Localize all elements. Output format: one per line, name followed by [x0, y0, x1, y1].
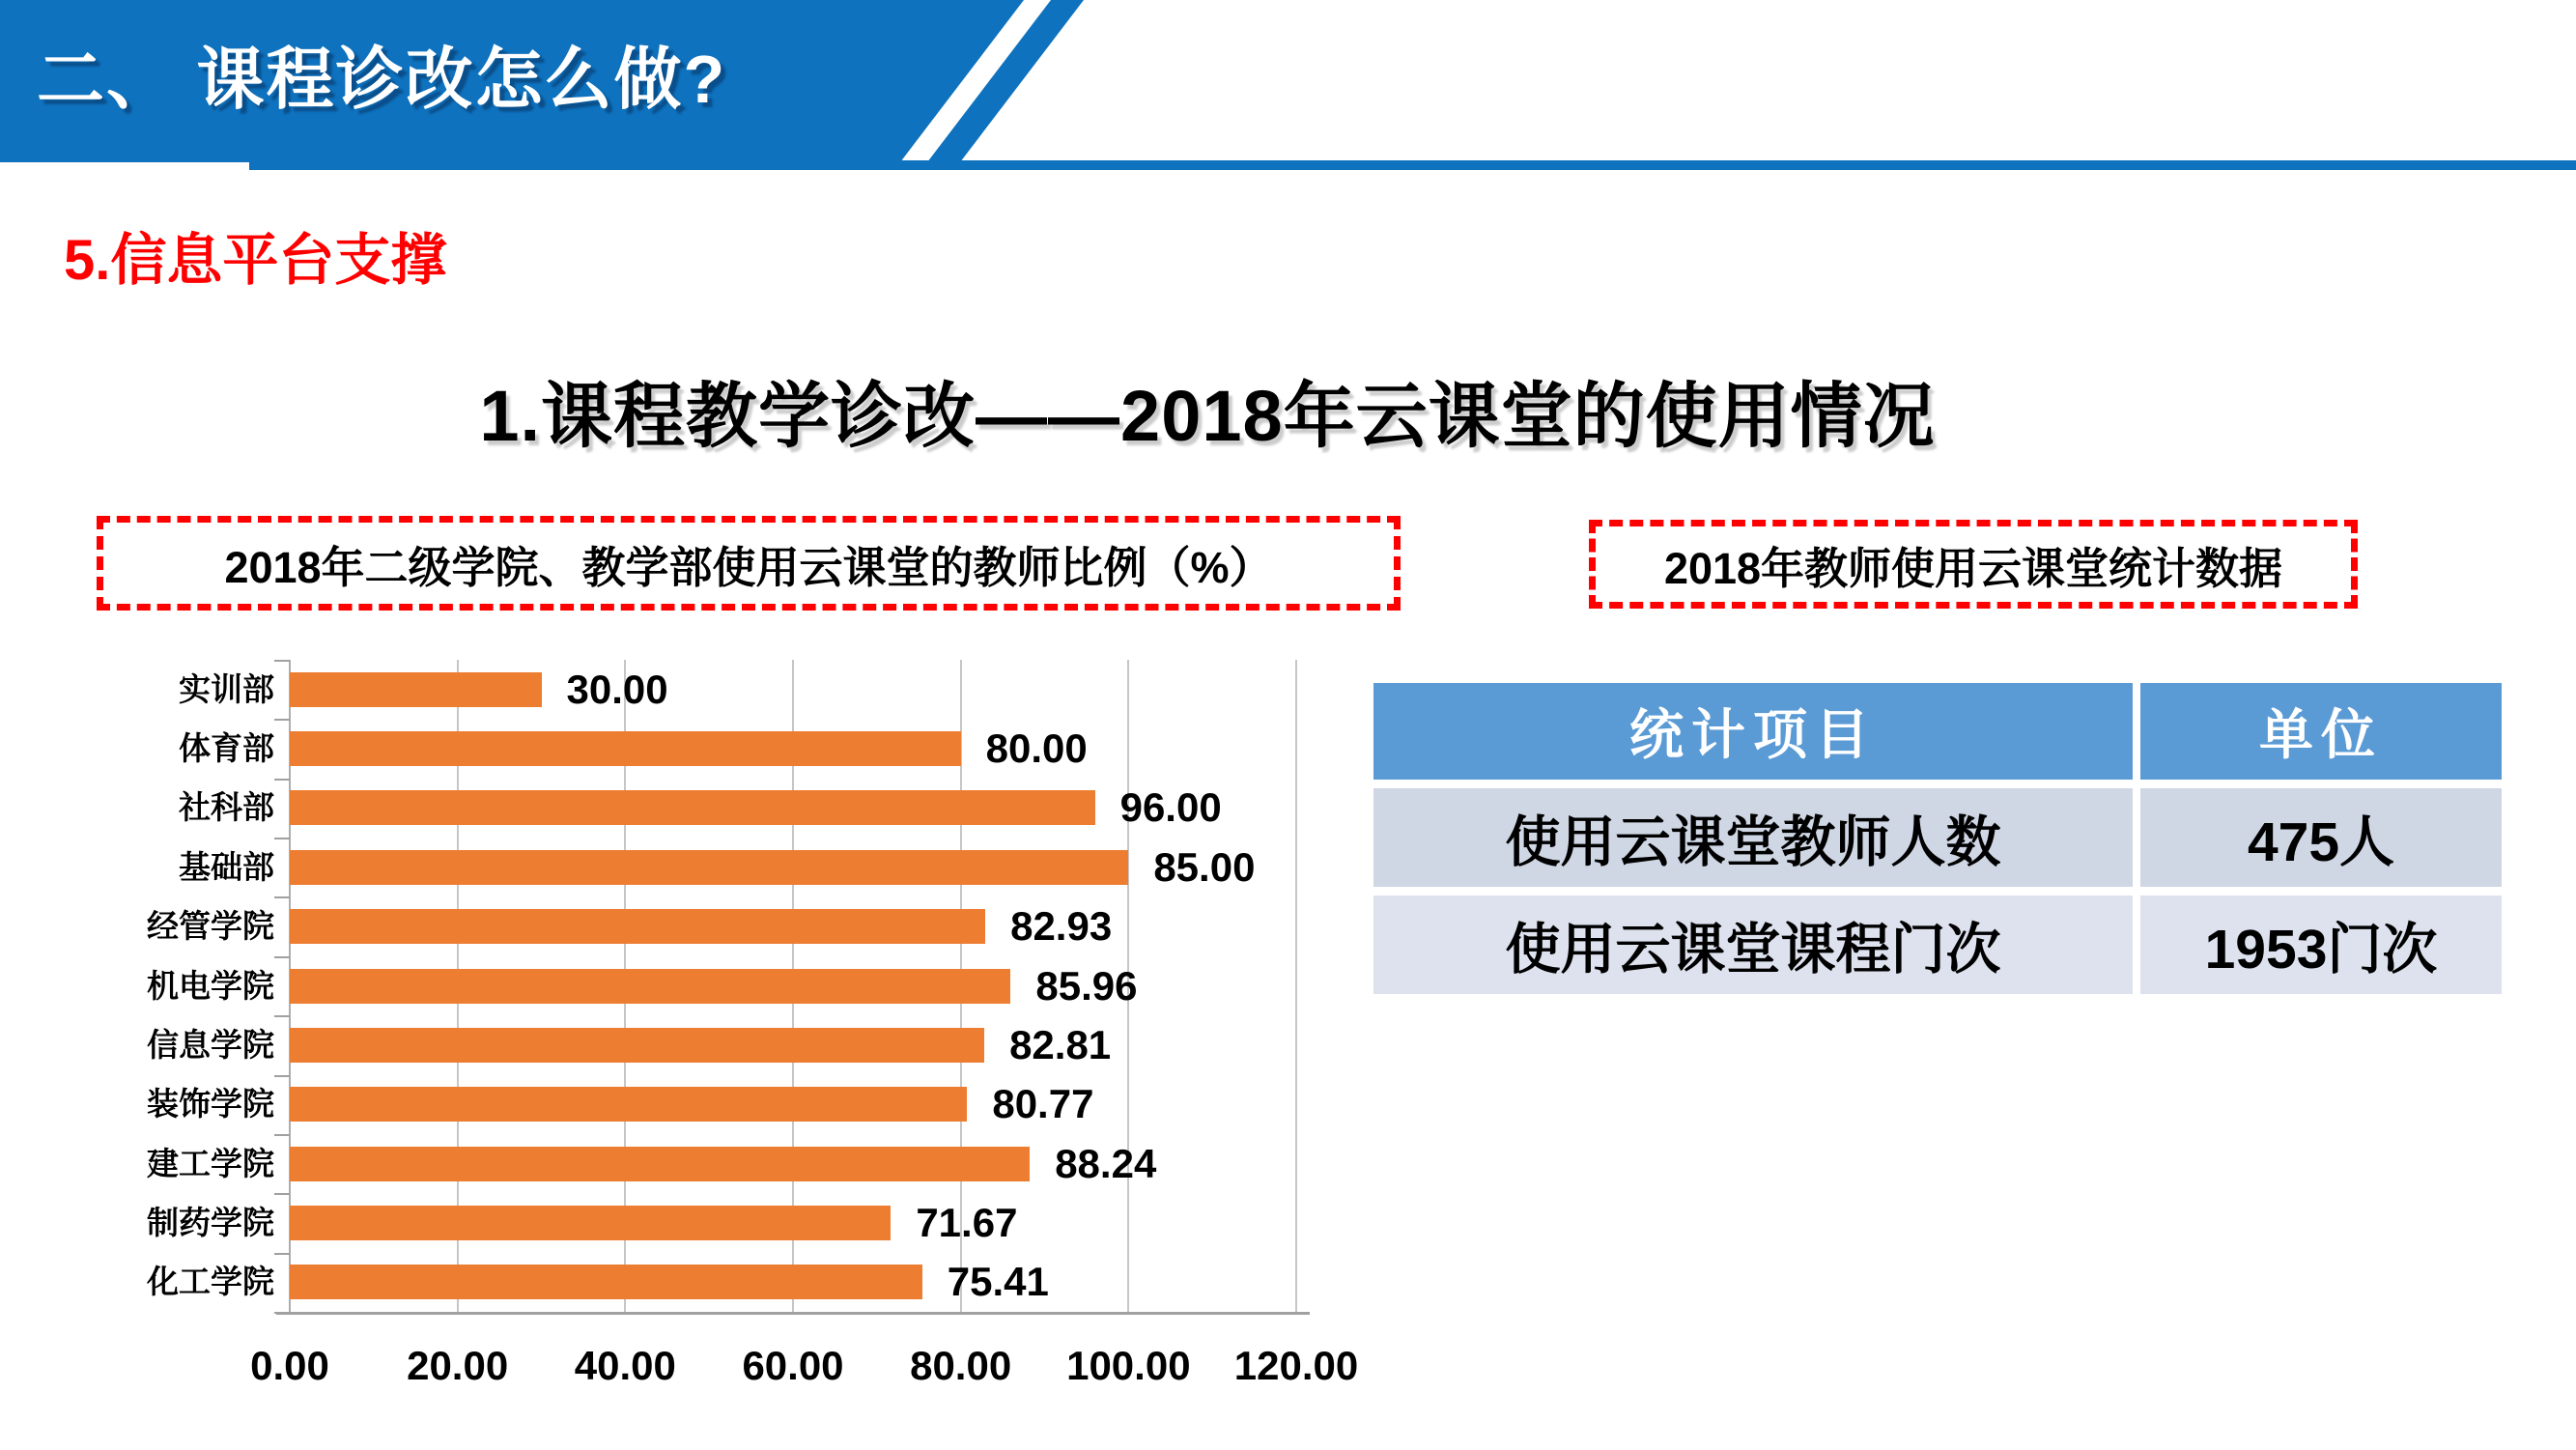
chart-category-label: 装饰学院: [147, 1086, 274, 1123]
chart-bar-value-label: 75.41: [947, 1259, 1049, 1305]
chart-bar: [290, 672, 542, 707]
y-axis-tick: [274, 1134, 290, 1136]
chart-bar-value-label: 85.96: [1035, 962, 1138, 1009]
chart-category-label: 社科部: [179, 789, 274, 826]
table-header-item: 统计项目: [1373, 683, 2133, 780]
y-axis-tick: [274, 1015, 290, 1017]
chart-category-label: 信息学院: [147, 1026, 274, 1063]
y-axis-tick: [274, 896, 290, 898]
y-axis-tick: [274, 1075, 290, 1077]
page-title: 1.课程教学诊改——2018年云课堂的使用情况: [479, 376, 1936, 456]
header-title: 二、 课程诊改怎么做?: [37, 42, 727, 117]
chart-bar-value-label: 85.00: [1153, 843, 1256, 890]
table-header-row: [1373, 683, 2502, 780]
chart-gridline: [1295, 660, 1297, 1312]
chart-bar: [290, 1087, 967, 1122]
x-axis-tick-label: 40.00: [574, 1343, 676, 1388]
chart-category-label: 制药学院: [147, 1204, 274, 1240]
chart-bar-value-label: 82.93: [1010, 903, 1113, 950]
x-axis-tick-label: 60.00: [742, 1343, 844, 1388]
chart-bar-value-label: 80.77: [992, 1081, 1094, 1127]
table-cell-item: 使用云课堂教师人数: [1373, 788, 2133, 887]
chart-category-label: 实训部: [179, 670, 274, 707]
table-header-unit: 单位: [2133, 683, 2502, 780]
y-axis-tick: [274, 1193, 290, 1195]
chart-category-label: 建工学院: [147, 1145, 274, 1181]
y-axis-tick: [274, 719, 290, 721]
x-axis-tick-label: 80.00: [910, 1343, 1012, 1388]
table-row: [1373, 788, 2502, 887]
table-caption: 2018年教师使用云课堂统计数据: [1663, 543, 2283, 593]
chart-bar: [290, 790, 1095, 825]
chart-caption: 2018年二级学院、教学部使用云课堂的教师比例（%）: [224, 542, 1273, 592]
y-axis-tick: [274, 956, 290, 958]
chart-bar-value-label: 30.00: [566, 666, 668, 712]
stats-table: [1373, 674, 2502, 1003]
x-axis-line: [276, 1312, 1310, 1315]
y-axis-tick: [274, 1312, 290, 1314]
chart-bar: [290, 1028, 984, 1063]
chart-bar: [290, 850, 1128, 885]
chart-bar: [290, 731, 961, 766]
chart-bar-value-label: 96.00: [1119, 784, 1222, 831]
x-axis-tick-label: 0.00: [250, 1343, 329, 1388]
chart-bar: [290, 909, 985, 944]
chart-bar: [290, 1147, 1030, 1181]
y-axis-tick: [274, 660, 290, 662]
chart-category-label: 基础部: [179, 848, 274, 885]
chart-bar-value-label: 80.00: [985, 725, 1088, 772]
chart-category-label: 体育部: [179, 730, 274, 767]
x-axis-tick-label: 120.00: [1233, 1343, 1359, 1388]
y-axis-tick: [274, 779, 290, 781]
chart-bar: [290, 969, 1010, 1004]
chart-bar-value-label: 71.67: [916, 1199, 1018, 1245]
chart-bar: [290, 1265, 922, 1299]
x-axis-tick-label: 100.00: [1066, 1343, 1191, 1388]
chart-bar-value-label: 88.24: [1055, 1140, 1157, 1186]
y-axis-tick: [274, 1253, 290, 1255]
chart-bar: [290, 1206, 891, 1240]
chart-category-label: 机电学院: [147, 967, 274, 1004]
chart-category-label: 化工学院: [147, 1264, 274, 1300]
table-cell-unit: 1953门次: [2133, 896, 2502, 994]
y-axis-tick: [274, 838, 290, 839]
table-cell-unit: 475人: [2133, 788, 2502, 887]
chart-bar-value-label: 82.81: [1009, 1021, 1112, 1067]
chart-category-label: 经管学院: [147, 908, 274, 945]
x-axis-tick-label: 20.00: [407, 1343, 509, 1388]
table-row: [1373, 896, 2502, 994]
section-subtitle: 5.信息平台支撑: [64, 229, 447, 292]
table-cell-item: 使用云课堂课程门次: [1373, 896, 2133, 994]
